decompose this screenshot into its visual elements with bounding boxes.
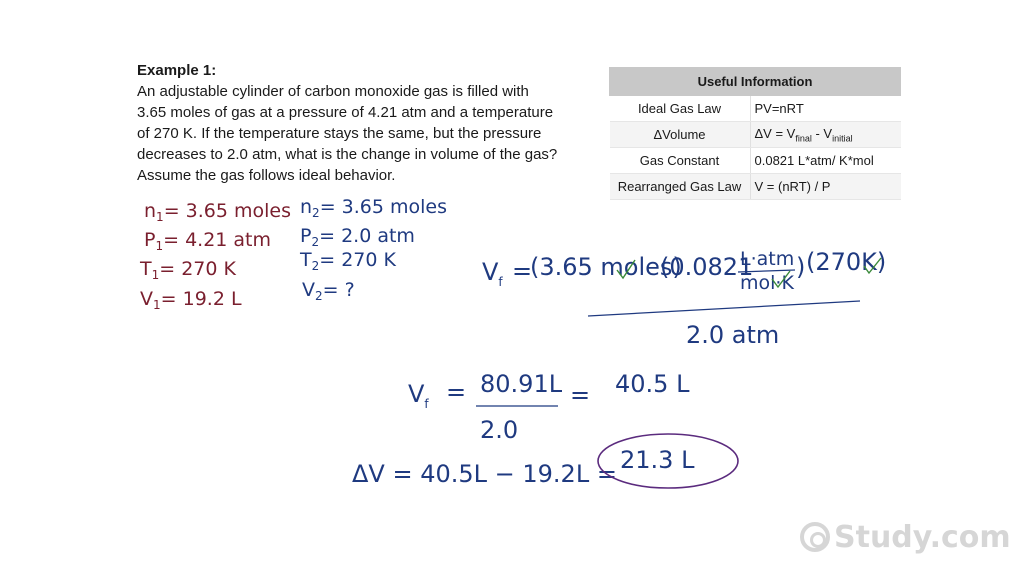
equation-final-volume-result	[408, 370, 690, 444]
hw-text: L·atm	[740, 248, 795, 270]
hw-text: 2.0 atm	[686, 321, 780, 349]
example-line: of 270 K. If the temperature stays the same, but the pressure	[137, 125, 542, 142]
hw-text: =	[512, 257, 533, 285]
final-conditions	[299, 196, 447, 303]
delta-v-mid: - V	[811, 125, 833, 141]
hw-text: $T_2= 270$ K	[300, 249, 396, 273]
table-cell-label: Ideal Gas Law	[610, 96, 751, 122]
initial-conditions	[139, 200, 291, 312]
division-bar	[588, 301, 860, 316]
study-logo-icon	[800, 522, 830, 552]
hw-text: $P_1= 4.21$ atm	[144, 229, 272, 253]
table-cell-value: 0.0821 L*atm/ K*mol	[750, 148, 901, 174]
equation-final-volume	[482, 248, 886, 349]
watermark-brand: Study.com	[834, 519, 1011, 555]
hw-text: $T_1= 270$ K	[140, 258, 236, 282]
example-line: Assume the gas follows ideal behavior.	[137, 167, 396, 184]
example-line: 3.65 moles of gas at a pressure of 4.21 atm and a temperature	[137, 104, 554, 121]
hw-text: ΔV = 40.5L − 19.2L =	[352, 460, 617, 488]
table-cell-value: V = (nRT) / P	[750, 174, 901, 200]
table-cell-label: ΔVolume	[610, 122, 751, 148]
hw-text: $n_1= 3.65$ moles	[144, 200, 291, 224]
hw-text: (270K)	[806, 248, 887, 276]
subscript-final: final	[795, 133, 812, 144]
example-line: decreases to 2.0 atm, what is the change in volume of the gas?	[137, 146, 558, 163]
hw-text: 80.91L	[480, 370, 563, 398]
subscript-initial: initial	[832, 133, 853, 144]
hw-text: $V_2=$ ?	[302, 279, 355, 303]
delta-v-main: ΔV = V	[754, 125, 796, 141]
answer-text: 21.3 L	[620, 446, 695, 474]
hw-text: (3.65 moles)	[530, 253, 682, 281]
table-cell-label: Gas Constant	[610, 148, 751, 174]
hw-text: $V_1= 19.2$ L	[140, 288, 242, 312]
hw-text: =	[446, 378, 467, 406]
hw-text: $V_f$	[482, 258, 503, 289]
hw-text: $P_2= 2.0$ atm	[300, 225, 415, 249]
hw-text: =	[570, 381, 591, 409]
table-cell-value: PV=nRT	[750, 96, 901, 122]
hw-text: 2.0	[480, 416, 519, 444]
hw-text: 40.5 L	[615, 370, 690, 398]
equation-volume-change	[352, 434, 738, 488]
study-com-watermark	[800, 514, 1011, 560]
table-cell-label: Rearranged Gas Law	[610, 174, 751, 200]
example-title: Example 1:	[137, 62, 217, 79]
example-line: An adjustable cylinder of carbon monoxide gas is filled with	[137, 83, 529, 100]
hw-text: mol·K	[740, 272, 794, 294]
hw-text: $V_f$	[408, 380, 429, 411]
hw-text: $n_2= 3.65$ moles	[300, 196, 447, 220]
hw-text: )	[796, 253, 806, 281]
hw-text: (0.0821	[660, 253, 754, 281]
table-header: Useful Information	[610, 68, 901, 96]
